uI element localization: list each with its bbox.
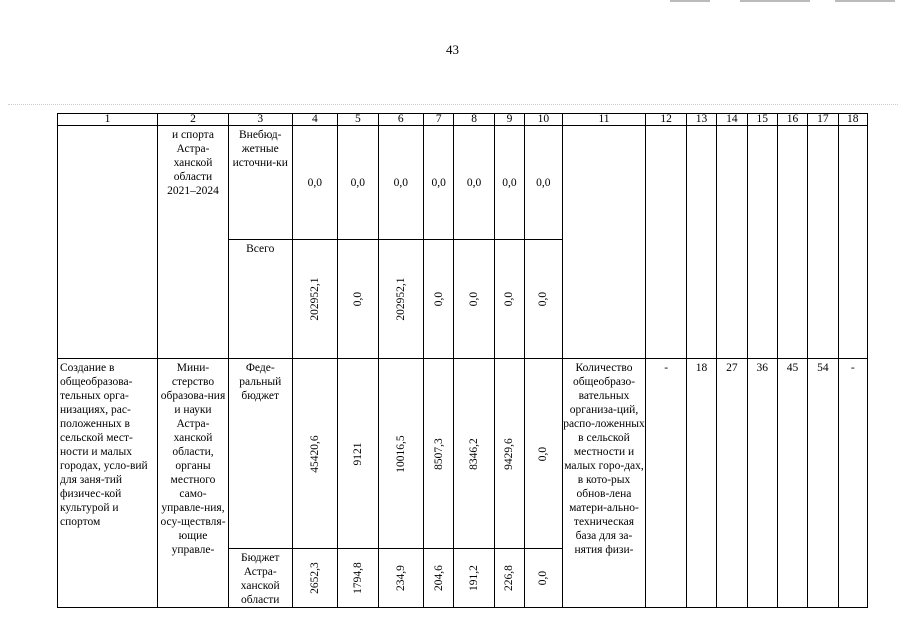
vertical-value: 45420,6 bbox=[308, 434, 321, 473]
vertical-value: 1794,8 bbox=[351, 562, 364, 594]
row-b-source-label: Феде-ральный бюджет bbox=[228, 359, 292, 549]
dotted-rule bbox=[8, 104, 898, 105]
indicator-value: 27 bbox=[717, 359, 747, 608]
vertical-value: 2652,3 bbox=[308, 562, 321, 594]
row-a-col18 bbox=[838, 126, 867, 359]
vertical-value: 204,6 bbox=[432, 565, 445, 591]
header-cell: 3 bbox=[228, 114, 292, 126]
row-b-federal bbox=[58, 359, 868, 549]
scan-mark-3 bbox=[835, 0, 895, 2]
row-a-extrabudget bbox=[58, 126, 868, 240]
value-cell bbox=[292, 549, 338, 608]
value-cell: 0,0 bbox=[454, 126, 494, 240]
value-cell bbox=[525, 240, 562, 359]
indicator-value: 18 bbox=[686, 359, 716, 608]
value-cell bbox=[454, 240, 494, 359]
value-cell bbox=[494, 549, 524, 608]
value-cell bbox=[525, 549, 562, 608]
row-b-activity: Создание в общеобразова-тельных орга-низациях, рас-положенных в сельской мест-ности и малых городах, усло-вий для заня-тий физичес-кой культурой и спортом bbox=[58, 359, 158, 608]
scan-mark-1 bbox=[670, 0, 710, 2]
row-a-total-label: Всего bbox=[228, 240, 292, 359]
value-cell: 0,0 bbox=[338, 126, 378, 240]
vertical-value: 0,0 bbox=[503, 291, 516, 307]
value-cell bbox=[454, 359, 494, 549]
row-a-col15 bbox=[747, 126, 777, 359]
row-a-col14 bbox=[717, 126, 747, 359]
value-cell: 0,0 bbox=[292, 126, 338, 240]
vertical-value: 9429,6 bbox=[503, 437, 516, 470]
row-a-col17 bbox=[808, 126, 838, 359]
row-a-col1 bbox=[58, 126, 158, 359]
value-cell bbox=[338, 549, 378, 608]
value-cell: 0,0 bbox=[525, 126, 562, 240]
row-a-source-label: Внебюд-жетные источни-ки bbox=[228, 126, 292, 240]
indicator-value: - bbox=[646, 359, 686, 608]
header-cell: 16 bbox=[777, 114, 807, 126]
value-cell: 0,0 bbox=[424, 126, 454, 240]
vertical-value: 0,0 bbox=[468, 291, 481, 307]
value-cell bbox=[424, 359, 454, 549]
vertical-value: 0,0 bbox=[351, 291, 364, 307]
value-cell bbox=[494, 359, 524, 549]
indicator-value: - bbox=[838, 359, 867, 608]
value-cell bbox=[494, 240, 524, 359]
header-row bbox=[58, 114, 868, 126]
vertical-value: 8346,2 bbox=[468, 437, 481, 470]
vertical-value: 226,8 bbox=[503, 565, 516, 591]
header-cell: 4 bbox=[292, 114, 338, 126]
value-cell bbox=[378, 549, 424, 608]
header-cell: 2 bbox=[158, 114, 229, 126]
header-cell: 11 bbox=[562, 114, 646, 126]
header-cell: 1 bbox=[58, 114, 158, 126]
header-cell: 13 bbox=[686, 114, 716, 126]
vertical-value: 10016,5 bbox=[394, 434, 407, 473]
value-cell bbox=[338, 240, 378, 359]
value-cell bbox=[338, 359, 378, 549]
vertical-value: 202952,1 bbox=[394, 277, 407, 321]
indicator-value: 36 bbox=[747, 359, 777, 608]
header-cell: 18 bbox=[838, 114, 867, 126]
value-cell: 0,0 bbox=[378, 126, 424, 240]
header-cell: 6 bbox=[378, 114, 424, 126]
vertical-value: 0,0 bbox=[432, 291, 445, 307]
header-cell: 7 bbox=[424, 114, 454, 126]
header-cell: 17 bbox=[808, 114, 838, 126]
page-number: 43 bbox=[446, 42, 459, 57]
value-cell: 0,0 bbox=[494, 126, 524, 240]
value-cell bbox=[292, 240, 338, 359]
vertical-value: 9121 bbox=[351, 442, 364, 465]
vertical-value: 0,0 bbox=[537, 291, 550, 307]
row-a-col11 bbox=[562, 126, 646, 359]
row-a-col2: и спорта Астра-ханской области 2021–2024 bbox=[158, 126, 229, 359]
header-cell: 9 bbox=[494, 114, 524, 126]
scan-mark-2 bbox=[740, 0, 810, 2]
row-b-regional-label: Бюджет Астра-ханской области bbox=[228, 549, 292, 608]
vertical-value: 202952,1 bbox=[308, 277, 321, 321]
value-cell bbox=[454, 549, 494, 608]
header-cell: 15 bbox=[747, 114, 777, 126]
vertical-value: 191,2 bbox=[468, 565, 481, 591]
vertical-value: 0,0 bbox=[537, 446, 550, 461]
header-cell: 8 bbox=[454, 114, 494, 126]
vertical-value: 234,9 bbox=[394, 565, 407, 591]
header-cell: 14 bbox=[717, 114, 747, 126]
value-cell bbox=[424, 240, 454, 359]
program-table bbox=[57, 113, 868, 608]
header-cell: 10 bbox=[525, 114, 562, 126]
row-a-col12 bbox=[646, 126, 686, 359]
value-cell bbox=[525, 359, 562, 549]
vertical-value: 0,0 bbox=[537, 570, 550, 586]
value-cell bbox=[292, 359, 338, 549]
indicator-value: 45 bbox=[777, 359, 807, 608]
row-a-col13 bbox=[686, 126, 716, 359]
header-cell: 5 bbox=[338, 114, 378, 126]
row-a-col16 bbox=[777, 126, 807, 359]
header-cell: 12 bbox=[646, 114, 686, 126]
vertical-value: 8507,3 bbox=[432, 437, 445, 470]
value-cell bbox=[378, 359, 424, 549]
row-b-indicator-text: Количество общеобразо-вательных организа-ций, распо-ложенных в сельской местности и малых горо-дах, в кото-рых обнов-лена матери-ально-техническая база для за-нятия физи- bbox=[562, 359, 646, 608]
value-cell bbox=[378, 240, 424, 359]
indicator-value: 54 bbox=[808, 359, 838, 608]
row-b-executor: Мини-стерство образова-ния и науки Астра-ханской области, органы местного само-управле-ния, осу-ществля-ющие управле- bbox=[158, 359, 229, 608]
value-cell bbox=[424, 549, 454, 608]
